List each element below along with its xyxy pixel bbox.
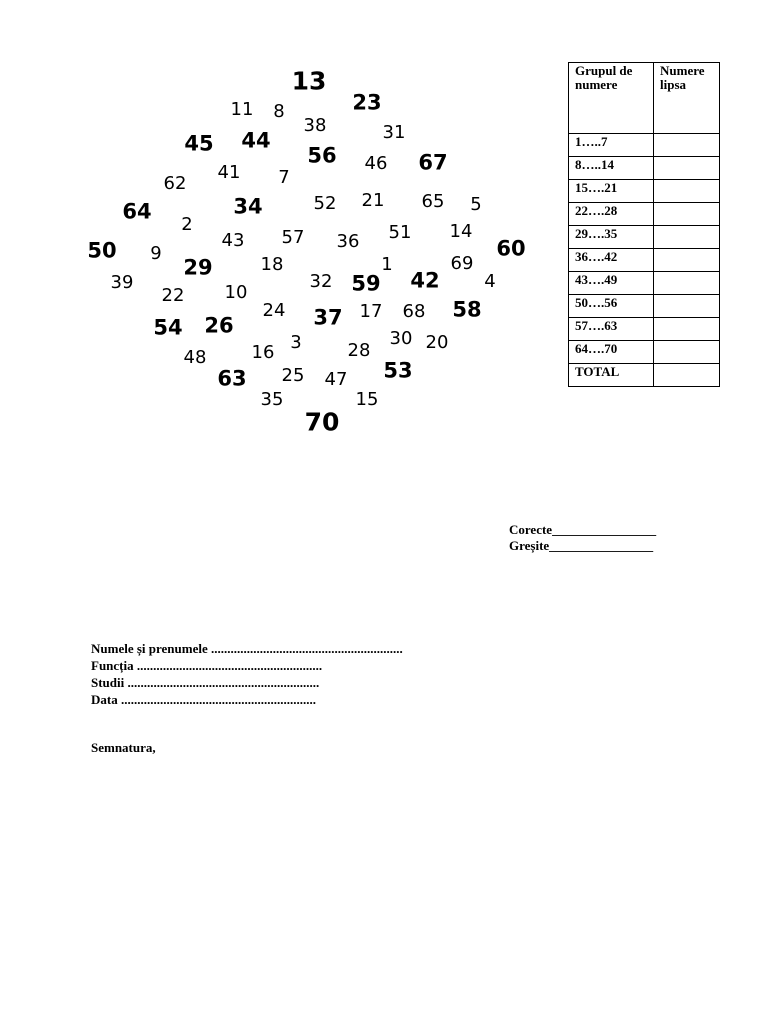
number-51: 51 (388, 222, 412, 243)
table-row (569, 272, 720, 295)
table-row (569, 249, 720, 272)
correct-count-line: Corecte________________ (509, 522, 657, 537)
function-field: Funcția ......................................................... (91, 658, 323, 673)
number-48: 48 (183, 347, 207, 368)
number-65: 65 (421, 191, 445, 212)
number-57: 57 (281, 227, 305, 248)
number-32: 32 (309, 271, 333, 292)
table-row (569, 157, 720, 180)
missing-count-cell[interactable] (654, 180, 720, 203)
number-20: 20 (425, 332, 449, 353)
group-range-cell: 43….49 (569, 272, 654, 295)
missing-count-cell[interactable] (654, 203, 720, 226)
number-53: 53 (383, 358, 413, 383)
missing-count-cell[interactable] (654, 295, 720, 318)
number-29: 29 (183, 255, 213, 280)
table-header-row (569, 63, 720, 134)
number-63: 63 (217, 366, 247, 391)
number-56: 56 (307, 143, 337, 168)
number-18: 18 (260, 254, 284, 275)
number-37: 37 (313, 305, 343, 330)
table-row (569, 226, 720, 249)
number-16: 16 (251, 342, 275, 363)
number-5: 5 (470, 194, 482, 215)
number-26: 26 (204, 313, 234, 338)
number-3: 3 (290, 332, 302, 353)
group-range-cell: 29….35 (569, 226, 654, 249)
number-36: 36 (336, 231, 360, 252)
name-field: Numele și prenumele ........................................................... (91, 641, 403, 656)
group-range-cell: 64….70 (569, 341, 654, 364)
table-row (569, 364, 720, 387)
missing-count-cell[interactable] (654, 157, 720, 180)
number-8: 8 (273, 101, 285, 122)
number-67: 67 (418, 150, 448, 175)
group-range-cell: 15….21 (569, 180, 654, 203)
number-28: 28 (347, 340, 371, 361)
studies-field: Studii ........................................................... (91, 675, 320, 690)
number-7: 7 (278, 167, 290, 188)
number-58: 58 (452, 297, 482, 322)
number-14: 14 (449, 221, 473, 242)
number-34: 34 (233, 194, 263, 219)
wrong-count-line: Greșite________________ (509, 538, 654, 553)
number-23: 23 (352, 90, 382, 115)
header-group: Grupul de numere (569, 63, 654, 134)
number-22: 22 (161, 285, 185, 306)
number-70: 70 (304, 407, 340, 437)
number-59: 59 (351, 271, 381, 296)
number-69: 69 (450, 253, 474, 274)
missing-count-cell[interactable] (654, 364, 720, 387)
group-range-cell: 36….42 (569, 249, 654, 272)
number-35: 35 (260, 389, 284, 410)
missing-count-cell[interactable] (654, 318, 720, 341)
number-9: 9 (150, 243, 162, 264)
number-4: 4 (484, 271, 496, 292)
number-25: 25 (281, 365, 305, 386)
number-17: 17 (359, 301, 383, 322)
number-47: 47 (324, 369, 348, 390)
group-range-cell: 50….56 (569, 295, 654, 318)
header-missing: Numere lipsa (654, 63, 720, 134)
missing-count-cell[interactable] (654, 249, 720, 272)
number-45: 45 (184, 131, 214, 156)
group-range-cell: 57….63 (569, 318, 654, 341)
number-21: 21 (361, 190, 385, 211)
number-44: 44 (241, 128, 271, 153)
number-10: 10 (224, 282, 248, 303)
number-42: 42 (410, 268, 440, 293)
number-68: 68 (402, 301, 426, 322)
table-row (569, 341, 720, 364)
numbers-field (0, 0, 560, 460)
missing-count-cell[interactable] (654, 226, 720, 249)
identity-fields (91, 640, 403, 708)
group-range-cell: 1…..7 (569, 134, 654, 157)
number-60: 60 (496, 236, 526, 261)
number-50: 50 (87, 238, 117, 263)
table-row (569, 134, 720, 157)
group-range-cell: 22….28 (569, 203, 654, 226)
number-24: 24 (262, 300, 286, 321)
table-row (569, 295, 720, 318)
missing-count-cell[interactable] (654, 341, 720, 364)
number-38: 38 (303, 115, 327, 136)
signature-label: Semnatura, (91, 740, 156, 755)
number-2: 2 (181, 214, 193, 235)
group-range-cell: TOTAL (569, 364, 654, 387)
table-row (569, 180, 720, 203)
number-43: 43 (221, 230, 245, 251)
group-range-cell: 8…..14 (569, 157, 654, 180)
number-30: 30 (389, 328, 413, 349)
table-row (569, 318, 720, 341)
missing-count-cell[interactable] (654, 272, 720, 295)
number-11: 11 (230, 99, 254, 120)
number-41: 41 (217, 162, 241, 183)
number-13: 13 (291, 66, 327, 96)
number-52: 52 (313, 193, 337, 214)
number-39: 39 (110, 272, 134, 293)
number-62: 62 (163, 173, 187, 194)
date-field: Data ............................................................ (91, 692, 316, 707)
number-15: 15 (355, 389, 379, 410)
table-row (569, 203, 720, 226)
number-54: 54 (153, 315, 183, 340)
number-46: 46 (364, 153, 388, 174)
missing-count-cell[interactable] (654, 134, 720, 157)
number-1: 1 (381, 254, 393, 275)
number-31: 31 (382, 122, 406, 143)
number-64: 64 (122, 199, 152, 224)
tally-table (568, 62, 720, 387)
